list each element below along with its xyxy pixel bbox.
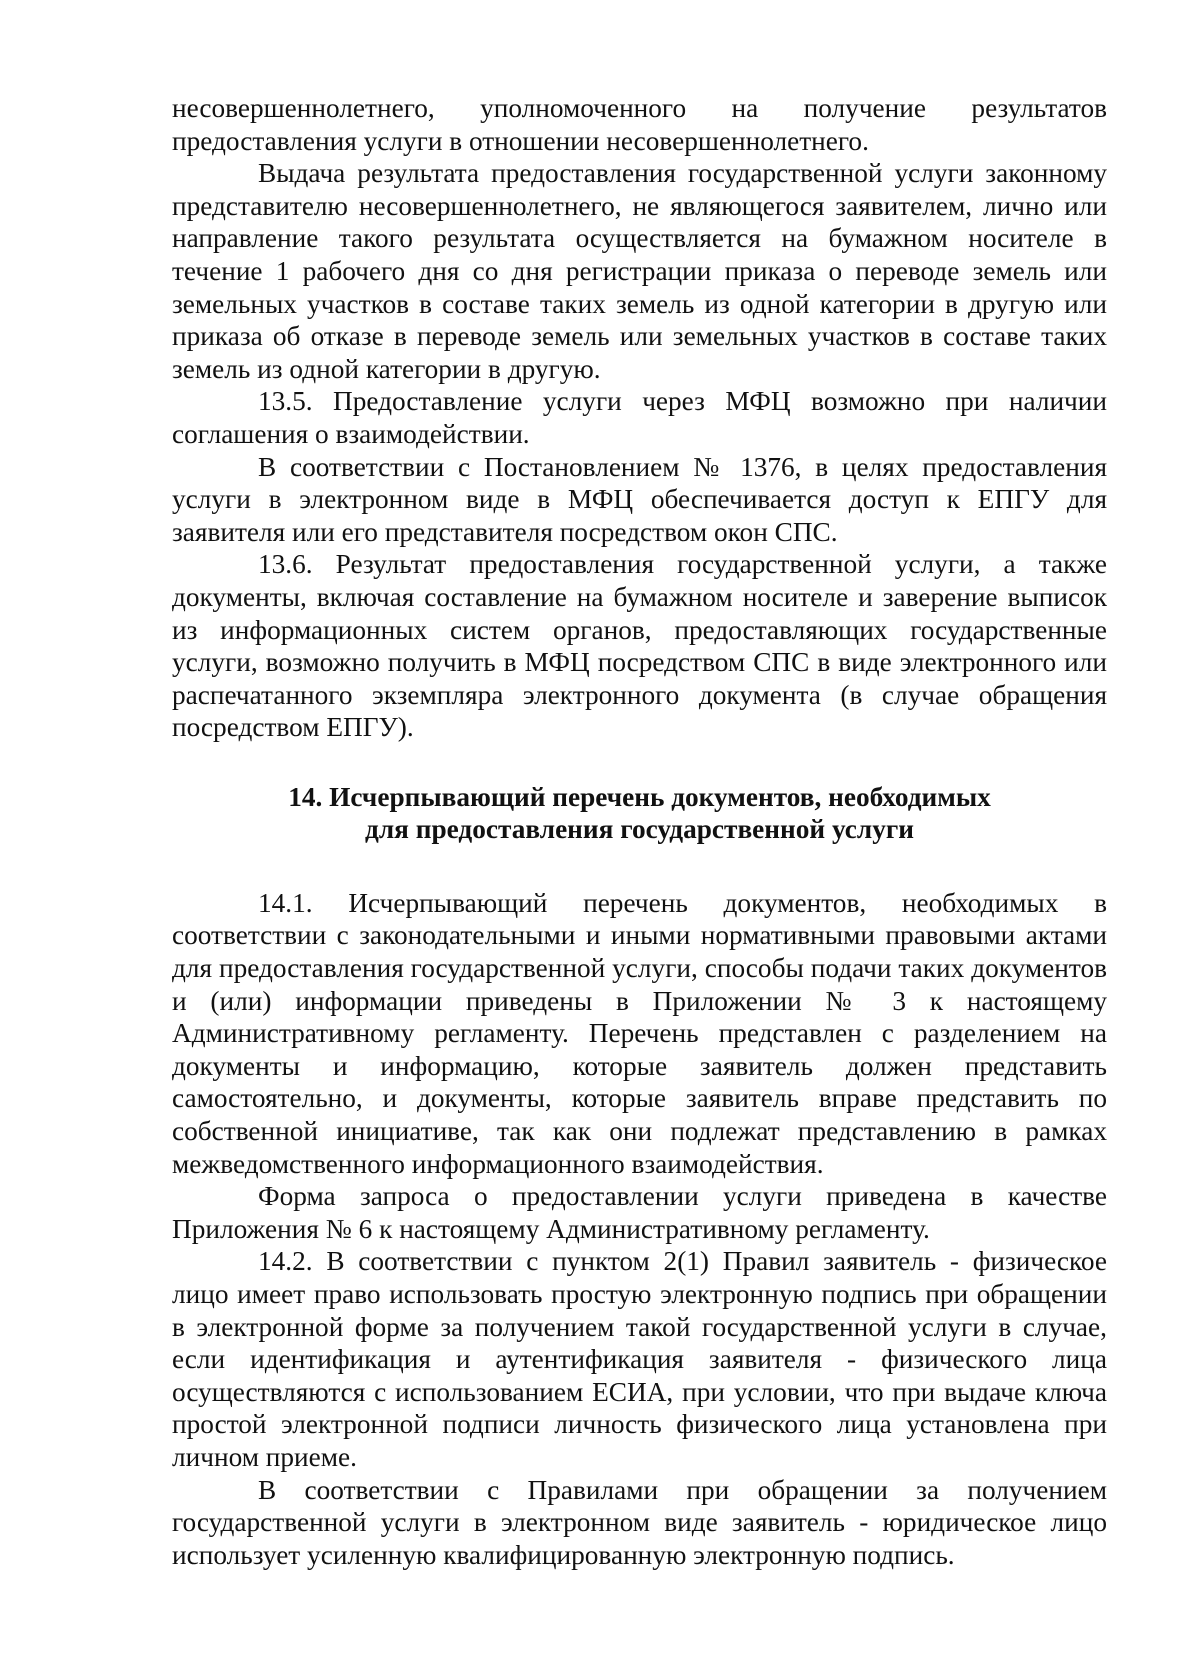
paragraph-13-6: 13.6. Результат предоставления государственной услуги, а также документы, включая составление на бумажном носителе и заверение выписок из информационных систем органов, предоставляющих государственные услуги, возможно получить в МФЦ посредством СПС в виде электронного или распечатанного экземпляра электронного документа (в случае обращения посредством ЕПГУ).: [172, 549, 1107, 743]
paragraph-resolution-1376: В соответствии с Постановлением № 1376, в целях предоставления услуги в электронном виде в МФЦ обеспечивается доступ к ЕПГУ для заявителя или его представителя посредством окон СПС.: [172, 451, 1107, 547]
paragraph-legal-entity-signature: В соответствии с Правилами при обращении за получением государственной услуги в электронном виде заявитель - юридическое лицо использует усиленную квалифицированную электронную подпись.: [172, 1474, 1107, 1570]
section-14-heading: [172, 781, 1107, 845]
paragraph-13-5: 13.5. Предоставление услуги через МФЦ возможно при наличии соглашения о взаимодействии.: [172, 386, 1107, 449]
paragraph-result-issuance: Выдача результата предоставления государственной услуги законному представителю несовершеннолетнего, не являющегося заявителем, лично или направление такого результата осуществляется на бумажном носителе в течение 1 рабочего дня со дня регистрации приказа о переводе земель или земельных участков в составе таких земель из одной категории в другую или приказа об отказе в переводе земель или земельных участков в составе таких земель из одной категории в другую.: [172, 158, 1107, 384]
section-heading-line-2: для предоставления государственной услуги: [365, 813, 914, 844]
paragraph-14-2: 14.2. В соответствии с пунктом 2(1) Правил заявитель - физическое лицо имеет право использовать простую электронную подпись при обращении в электронной форме за получением такой государственной услуги в случае, если идентификация и аутентификация заявителя - физического лица осуществляются с использованием ЕСИА, при условии, что при выдаче ключа простой электронной подписи личность физического лица установлена при личном приеме.: [172, 1246, 1107, 1472]
section-heading-line-1: 14. Исчерпывающий перечень документов, необходимых: [288, 781, 991, 812]
continuation-paragraph: несовершеннолетнего, уполномоченного на получение результатов предоставления услуги в отношении несовершеннолетнего.: [172, 93, 1107, 156]
paragraph-request-form: Форма запроса о предоставлении услуги приведена в качестве Приложения № 6 к настоящему Административному регламенту.: [172, 1181, 1107, 1244]
paragraph-14-1: 14.1. Исчерпывающий перечень документов, необходимых в соответствии с законодательными и иными нормативными правовыми актами для предоставления государственной услуги, способы подачи таких документов и (или) информации приведены в Приложении № 3 к настоящему Административному регламенту. Перечень представлен с разделением на документы и информацию, которые заявитель должен представить самостоятельно, и документы, которые заявитель вправе представить по собственной инициативе, так как они подлежат представлению в рамках межведомственного информационного взаимодействия.: [172, 887, 1107, 1179]
document-body: [172, 92, 1107, 1571]
